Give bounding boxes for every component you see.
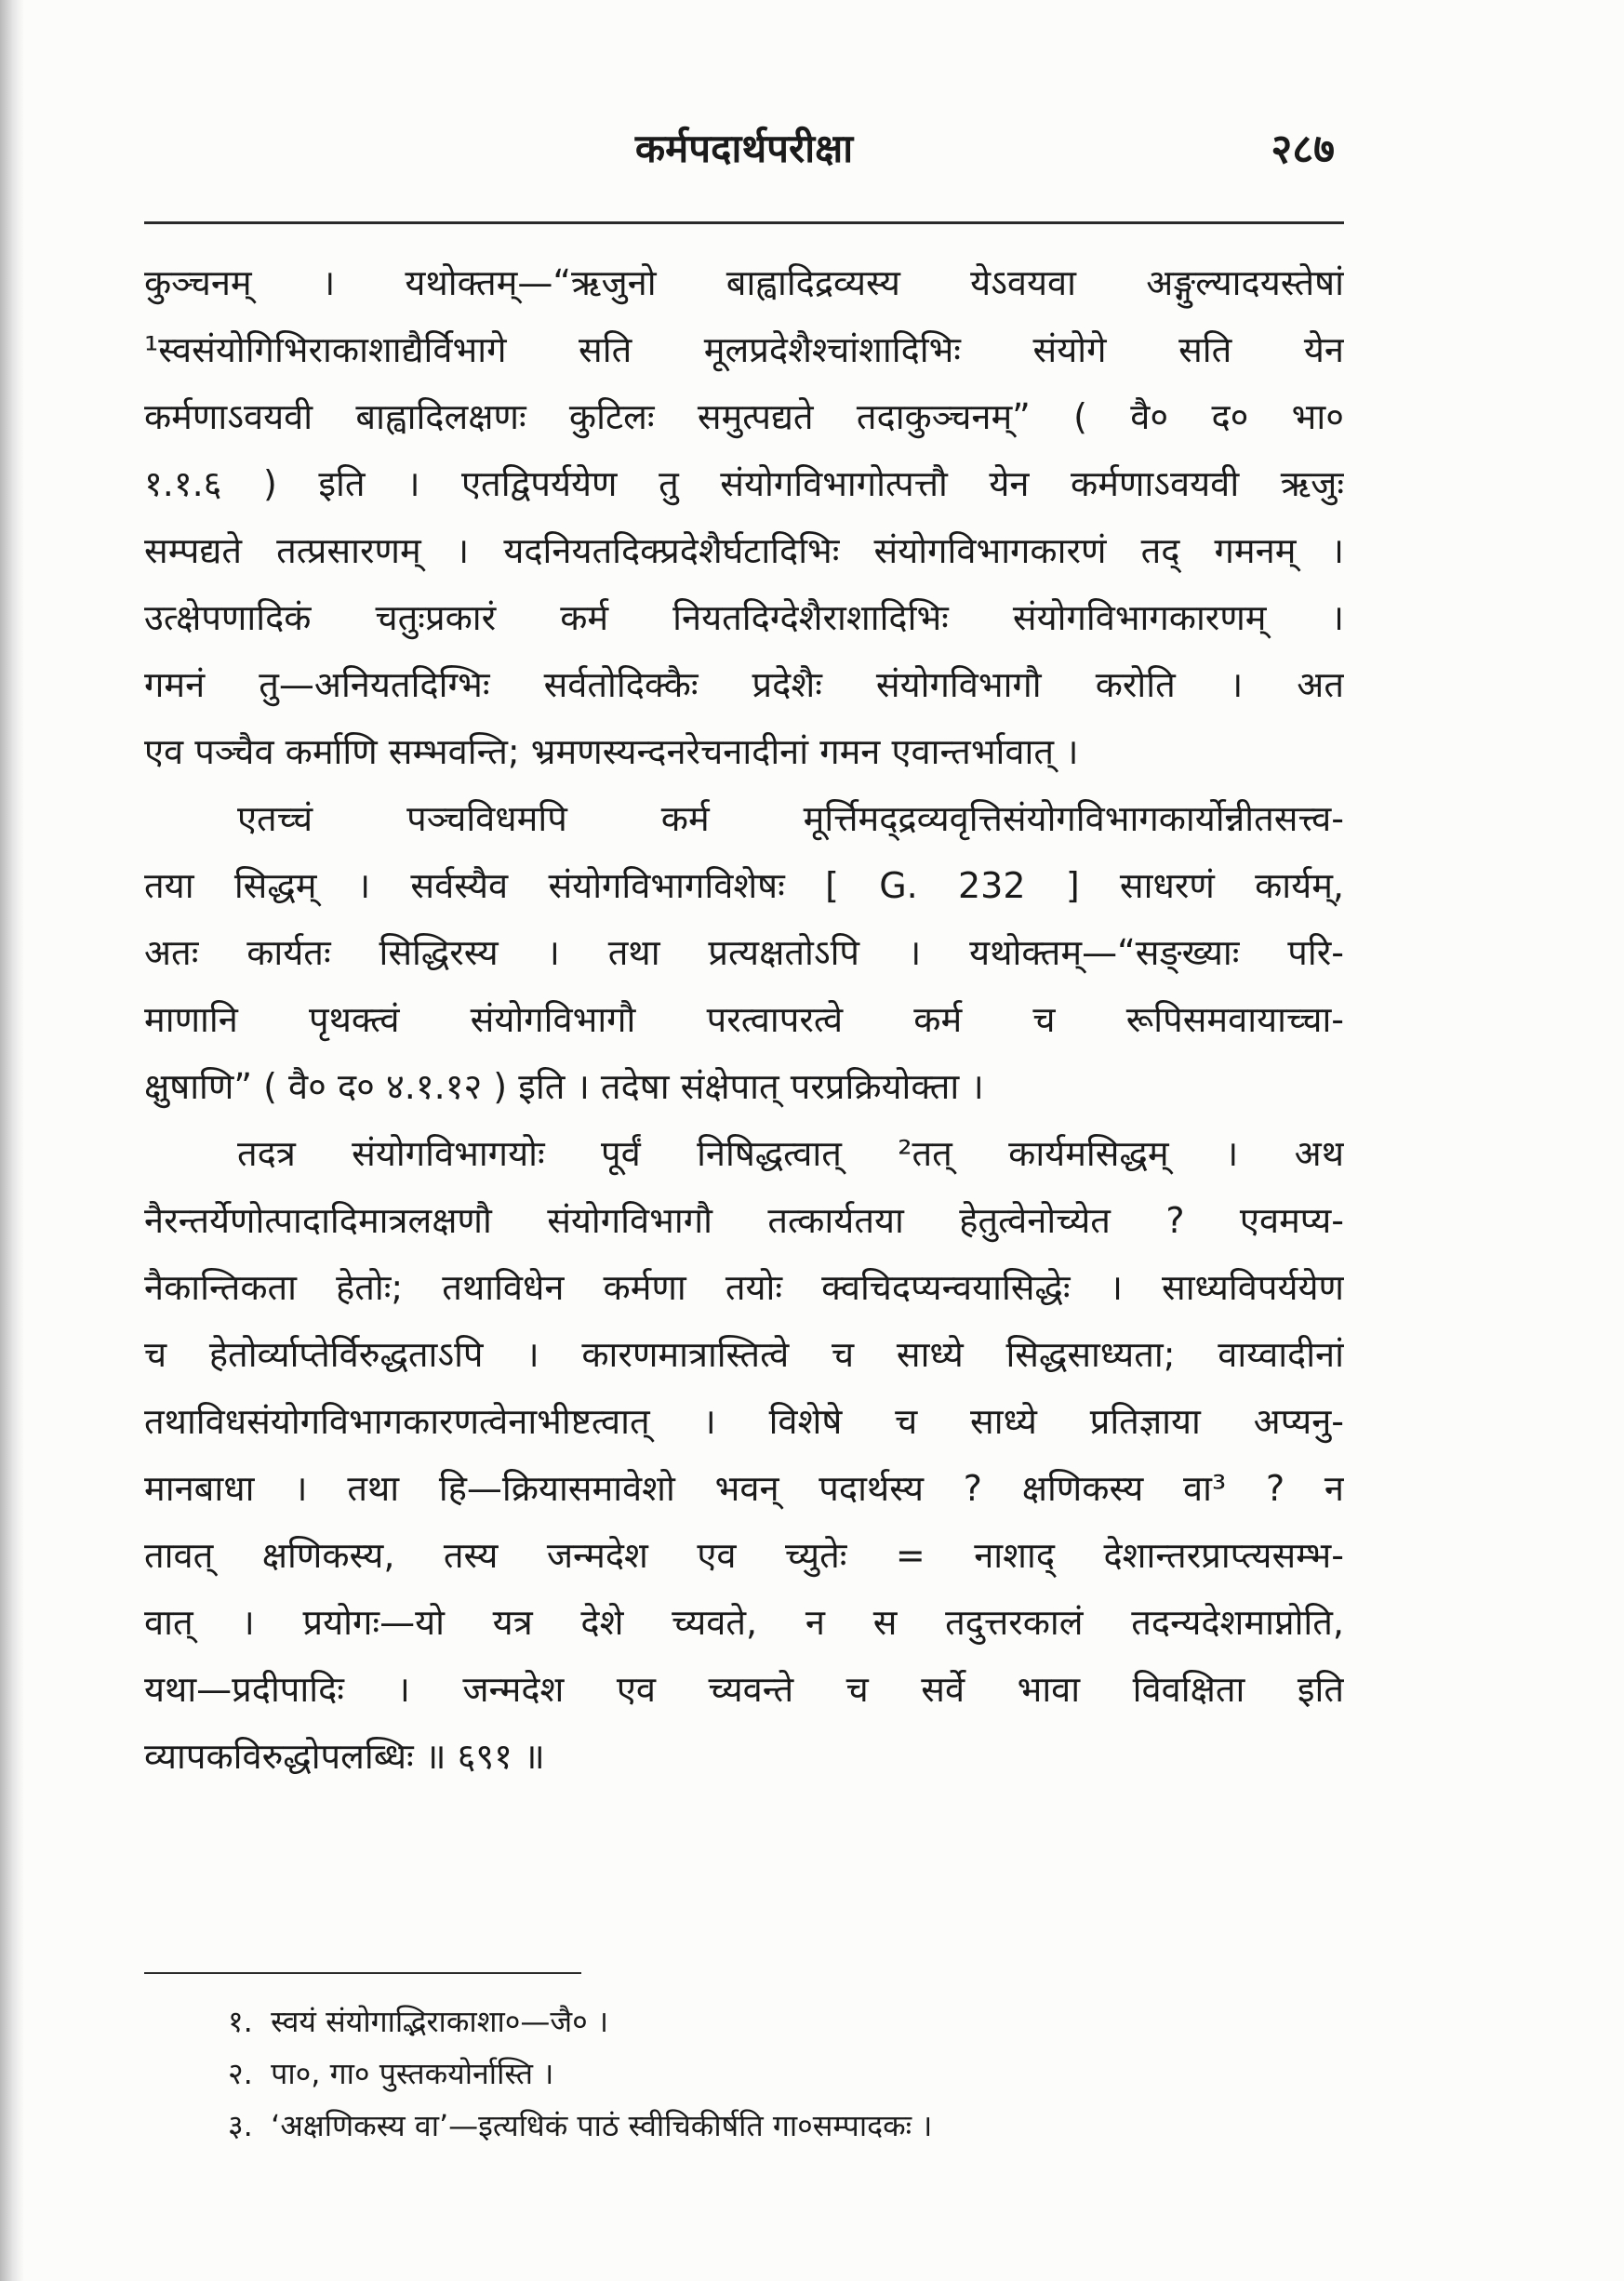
text-line: यथा—प्रदीपादिः । जन्मदेश एव च्यवन्ते च सर्वे भावा विवक्षिता इति [144,1669,1344,1710]
footnote-text: पा०, गा० पुस्तकयोर्नास्ति । [271,2056,554,2091]
body-text [144,249,1344,1790]
text-line: गमनं तु—अनियतदिग्भिः सर्वतोदिक्कैः प्रदेशैः संयोगविभागौ करोति । अत [144,664,1344,705]
footnote [228,1995,1325,2048]
text-line: तदत्र संयोगविभागयोः पूर्वं निषिद्धत्वात् ²तत् कार्यमसिद्धम् । अथ [237,1133,1344,1174]
text-line: व्यापकविरुद्धोपलब्धिः ॥ ६९१ ॥ [144,1736,545,1777]
text-line: च हेतोर्व्याप्तेर्विरुद्धताऽपि । कारणमात्रास्तित्वे च साध्ये सिद्धसाध्यता; वाय्वादीनां [144,1334,1344,1375]
text-line: नैकान्तिकता हेतोः; तथाविधेन कर्मणा तयोः क्वचिदप्यन्वयासिद्धेः । साध्यविपर्ययेण [144,1267,1344,1308]
text-line: वात् । प्रयोगः—यो यत्र देशे च्यवते, न स तदुत्तरकालं तदन्यदेशमाप्नोति, [144,1602,1344,1643]
text-line: उत्क्षेपणादिकं चतुःप्रकारं कर्म नियतदिग्देशैराशादिभिः संयोगविभागकारणम् । [144,597,1344,638]
text-line: नैरन्तर्येणोत्पादादिमात्रलक्षणौ संयोगविभागौ तत्कार्यतया हेतुत्वेनोच्येत ? एवमप्य- [144,1200,1344,1241]
text-line: ¹स्वसंयोगिभिराकाशाद्यैर्विभागे सति मूलप्रदेशैश्चांशादिभिः संयोगे सति येन [144,329,1344,370]
text-line: एव पञ्चैव कर्माणि सम्भवन्ति; भ्रमणस्यन्दनरेचनादीनां गमन एवान्तर्भावात् । [144,731,1079,772]
text-line: माणानि पृथक्त्वं संयोगविभागौ परत्वापरत्वे कर्म च रूपिसमवायाच्चा- [144,999,1344,1040]
footnote [228,2048,1325,2100]
footnotes [228,1995,1325,2152]
text-line: एतच्चं पञ्चविधमपि कर्म मूर्त्तिमद्द्रव्यवृत्तिसंयोगविभागकार्योन्नीतसत्त्व- [237,798,1344,839]
header-rule [144,221,1344,224]
running-head: कर्मपदार्थपरीक्षा [634,126,854,171]
text-line: कर्मणाऽवयवी बाह्वादिलक्षणः कुटिलः समुत्पद्यते तदाकुञ्चनम्” ( वै० द० भा० [144,396,1344,437]
footnote-text: स्वयं संयोगाद्भिराकाशा०—जै० । [271,2004,609,2039]
text-line: तथाविधसंयोगविभागकारणत्वेनाभीष्टत्वात् । विशेषे च साध्ये प्रतिज्ञाया अप्यनु- [144,1401,1344,1442]
text-line: तया सिद्धम् । सर्वस्यैव संयोगविभागविशेषः [ G. 232 ] साधरणं कार्यम्, [144,865,1344,906]
footnote-number: २. [228,2056,253,2091]
text-line: मानबाधा । तथा हि—क्रियासमावेशो भवन् पदार्थस्य ? क्षणिकस्य वा³ ? न [144,1468,1344,1509]
text-line: सम्पद्यते तत्प्रसारणम् । यदनियतदिक्प्रदेशैर्घटादिभिः संयोगविभागकारणं तद् गमनम् । [144,530,1344,571]
page-number: २८७ [1271,126,1335,173]
footnote-rule [144,1972,581,1974]
text-line: कुञ्चनम् । यथोक्तम्—“ऋजुनो बाह्वादिद्रव्यस्य येऽवयवा अङ्गुल्यादयस्तेषां [144,262,1344,303]
footnote-number: ३. [228,2108,253,2143]
footnote-number: १. [228,2004,253,2039]
scan-edge-shadow [0,0,24,2281]
page-header [144,110,1344,184]
text-line: अतः कार्यतः सिद्धिरस्य । तथा प्रत्यक्षतोऽपि । यथोक्तम्—“सङ्ख्याः परि- [144,932,1344,973]
text-line: क्षुषाणि” ( वै० द० ४.१.१२ ) इति । तदेषा संक्षेपात् परप्रक्रियोक्ता । [144,1066,984,1107]
text-line: १.१.६ ) इति । एतद्विपर्ययेण तु संयोगविभागोत्पत्तौ येन कर्मणाऽवयवी ऋजुः [144,463,1344,504]
footnote-text: ‘अक्षणिकस्य वा’—इत्यधिकं पाठं स्वीचिकीर्षति गा०सम्पादकः । [271,2108,933,2143]
footnote [228,2100,1325,2152]
text-line: तावत् क्षणिकस्य, तस्य जन्मदेश एव च्युतेः = नाशाद् देशान्तरप्राप्त्यसम्भ- [144,1535,1344,1576]
